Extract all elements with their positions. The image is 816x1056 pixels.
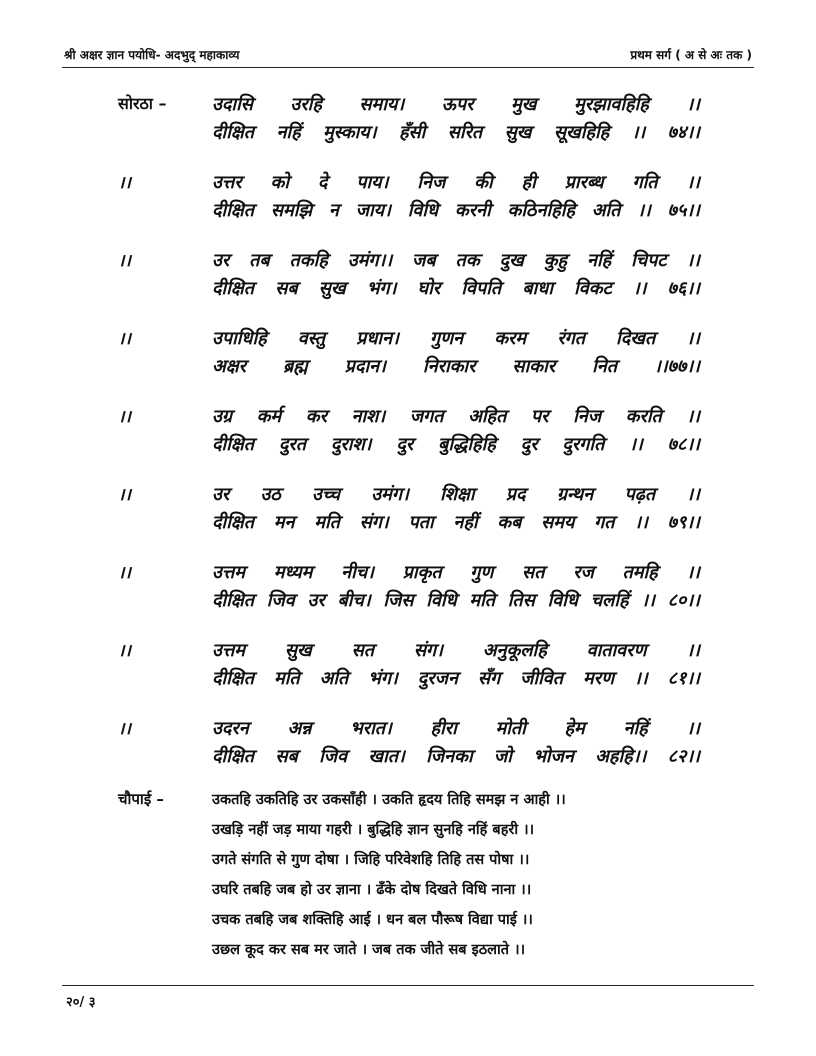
verse-line-2: दीक्षित समझि न जाय। विधि करनी कठिनहिहि अति ।। ७५।।	[212, 200, 700, 221]
verse-74	[0, 92, 816, 156]
chaupai-line: उगते संगति से गुण दोषा । जिहि परिवेशहि तिहि तस पोषा ।।	[212, 852, 530, 868]
chaupai-label: चौपाई –	[118, 790, 164, 808]
verse-marker: ।।	[118, 563, 131, 583]
verse-marker: ।।	[118, 407, 131, 427]
chaupai-line: उछल कूद कर सब मर जाते । जब तक जीते सब इठलाते ।।	[212, 942, 526, 958]
verse-line-1: उत्तर को दे पाय। निज की ही प्रारब्ध गति ।।	[212, 172, 700, 193]
verse-marker: ।।	[118, 485, 131, 505]
chaupai-line: उखड़ि नहीं जड़ माया गहरी । बुद्धिहि ज्ञान सुनहि नहिं बहरी ।।	[212, 822, 535, 838]
verse-line-1: उदरन अन्न भरात। हीरा मोती हेम नहिं ।।	[212, 718, 700, 739]
verse-76	[0, 248, 816, 312]
header-chapter-title: प्रथम सर्ग ( अ से अः तक )	[630, 48, 752, 62]
verse-marker: ।।	[118, 719, 131, 739]
verse-81	[0, 638, 816, 702]
verse-line-2: दीक्षित नहिं मुस्काय। हँसी सरित सुख सूखहिहि ।। ७४।।	[212, 122, 700, 143]
verse-line-2: दीक्षित दुरत दुराश। दुर बुद्धिहिहि दुर दुरगति ।। ७८।।	[212, 434, 700, 455]
verse-78	[0, 404, 816, 468]
verse-line-2: दीक्षित सब जिव खात। जिनका जो भोजन अहहि।। ८२।।	[212, 746, 700, 767]
verse-line-1: उर तब तकहि उमंग।। जब तक दुख कुहु नहिं चिपट ।।	[212, 250, 700, 271]
header-divider	[62, 67, 754, 68]
page-header	[62, 40, 754, 68]
verse-line-2: दीक्षित मन मति संग। पता नहीं कब समय गत ।। ७९।।	[212, 512, 700, 533]
verse-77	[0, 326, 816, 390]
verse-line-2: दीक्षित सब सुख भंग। घोर विपति बाधा विकट ।। ७६।।	[212, 278, 700, 299]
verse-marker: ।।	[118, 329, 131, 349]
verse-line-2: दीक्षित मति अति भंग। दुरजन सँग जीवित मरण ।। ८१।।	[212, 668, 700, 689]
verse-line-2: अक्षर ब्रह्म प्रदान। निराकार साकार नित ।।७७।।	[212, 356, 700, 377]
verse-marker: ।।	[118, 641, 131, 661]
chaupai-line: उचक तबहि जब शक्तिहि आई । धन बल पौरूष विद्या पाई ।।	[212, 912, 533, 928]
verse-line-1: उदासि उरहि समाय। ऊपर मुख मुरझावहिहि ।।	[212, 94, 700, 115]
verse-line-1: उग्र कर्म कर नाश। जगत अहित पर निज करति ।।	[212, 406, 700, 427]
verse-80	[0, 560, 816, 624]
verse-marker: सोरठा –	[118, 94, 167, 113]
verse-line-1: उपाधिहि वस्तु प्रधान। गुणन करम रंगत दिखत ।।	[212, 328, 700, 349]
page-number: २०/ ३	[66, 995, 96, 1010]
header-book-title: श्री अक्षर ज्ञान पयोधि- अदभुद् महाकाव्य	[64, 48, 240, 62]
verse-line-2: दीक्षित जिव उर बीच। जिस विधि मति तिस विधि चलहिं ।। ८०।।	[212, 590, 700, 611]
verse-marker: ।।	[118, 173, 131, 193]
verse-line-1: उत्तम सुख सत संग। अनुकूलहि वातावरण ।।	[212, 640, 700, 661]
chaupai-block	[212, 789, 642, 969]
chaupai-line: उकतहि उकतिहि उर उकसाँही । उकति हृदय तिहि समझ न आही ।।	[212, 792, 566, 808]
verse-line-1: उर उठ उच्च उमंग। शिक्षा प्रद ग्रन्थन पढ़त ।।	[212, 484, 700, 505]
footer-divider	[62, 985, 754, 986]
verse-82	[0, 716, 816, 780]
verse-line-1: उत्तम मध्यम नीच। प्राकृत गुण सत रज तमहि ।।	[212, 562, 700, 583]
chaupai-line: उघरि तबहि जब हो उर ज्ञाना । ढँके दोष दिखते विधि नाना ।।	[212, 882, 532, 898]
verse-79	[0, 482, 816, 546]
verse-75	[0, 170, 816, 234]
verse-marker: ।।	[118, 251, 131, 271]
